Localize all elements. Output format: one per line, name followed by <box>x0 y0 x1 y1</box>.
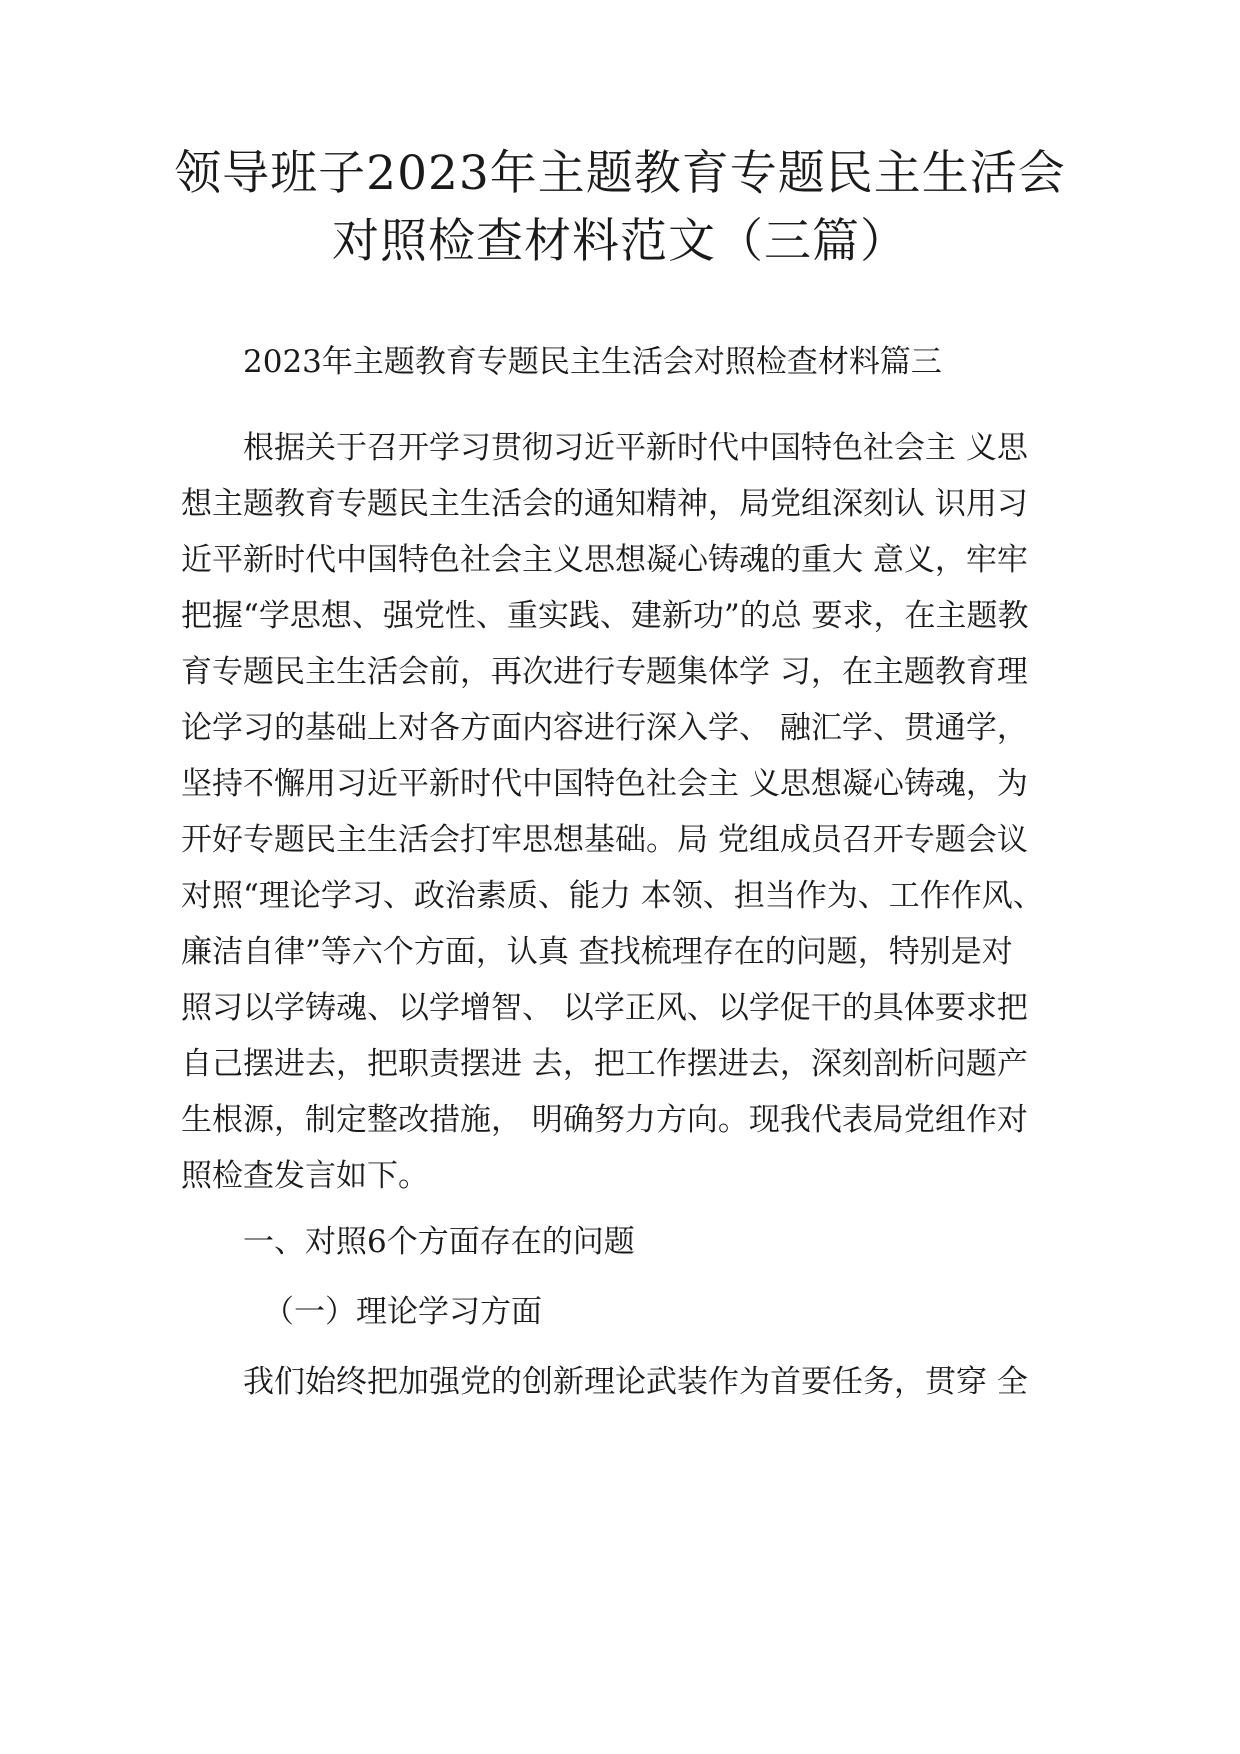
heading-level-1: 一、对照6个方面存在的问题 <box>243 1224 635 1260</box>
paragraph-line: 育专题民主生活会前，再次进行专题集体学 习，在主题教育理 <box>181 654 1028 690</box>
paragraph-line: 近平新时代中国特色社会主义思想凝心铸魂的重大 意义，牢牢 <box>181 542 1028 578</box>
paragraph-line: 把握“学思想、强党性、重实践、建新功”的总 要求，在主题教 <box>181 598 1029 634</box>
paragraph-line: 开好专题民主生活会打牢思想基础。局 党组成员召开专题会议 <box>181 822 1028 858</box>
section-subtitle: 2023年主题教育专题民主生活会对照检查材料篇三 <box>243 344 942 380</box>
paragraph-line: 坚持不懈用习近平新时代中国特色社会主 义思想凝心铸魂，为 <box>181 766 1028 802</box>
paragraph-line: 生根源，制定整改措施， 明确努力方向。现我代表局党组作对 <box>181 1102 1028 1138</box>
paragraph-line: 廉洁自律”等六个方面，认真 查找梳理存在的问题，特别是对 <box>181 934 1013 970</box>
paragraph-line: 想主题教育专题民主生活会的通知精神，局党组深刻认 识用习 <box>181 486 1028 522</box>
paragraph-2-line: 我们始终把加强党的创新理论武装作为首要任务，贯穿 全 <box>243 1364 1028 1400</box>
paragraph-line: 自己摆进去，把职责摆进 去，把工作摆进去，深刻剖析问题产 <box>181 1046 1028 1082</box>
paragraph-line: 对照“理论学习、政治素质、能力 本领、担当作为、工作作风、 <box>181 878 1044 914</box>
heading-level-2: （一）理论学习方面 <box>263 1294 542 1330</box>
paragraph-line: 照习以学铸魂、以学增智、 以学正风、以学促干的具体要求把 <box>181 990 1028 1026</box>
paragraph-line: 论学习的基础上对各方面内容进行深入学、 融汇学、贯通学， <box>181 710 1028 746</box>
document-title-line-2: 对照检查材料范文（三篇） <box>332 214 908 269</box>
paragraph-line: 照检查发言如下。 <box>181 1158 429 1194</box>
paragraph-line: 根据关于召开学习贯彻习近平新时代中国特色社会主 义思 <box>243 430 1028 466</box>
document-title-line-1: 领导班子2023年主题教育专题民主生活会 <box>174 146 1066 201</box>
